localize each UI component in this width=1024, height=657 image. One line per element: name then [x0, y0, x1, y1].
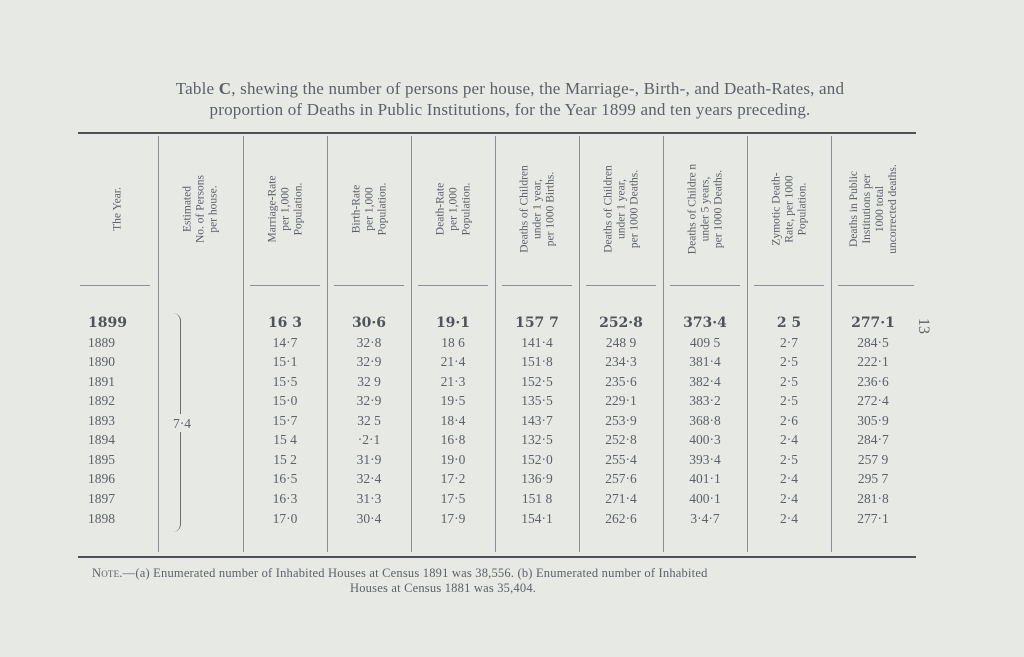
- table-cell-death: 17·5: [440, 491, 466, 506]
- table-cell-institutions: 277·1: [851, 315, 895, 331]
- caption-prefix: Table: [175, 79, 219, 98]
- column-header-year: The Year.: [111, 187, 124, 231]
- table-cell-under5: 3·4·7: [690, 511, 720, 526]
- table-cell-zymotic: 2·6: [780, 413, 798, 428]
- header-rule: [754, 285, 824, 286]
- table-cell-under5: 382·4: [689, 374, 721, 389]
- table-cell-inf-deaths: 257·6: [605, 471, 637, 486]
- table-cell-year: 1896: [88, 471, 115, 486]
- table-cell-inf-births: 152·5: [521, 374, 553, 389]
- table-cell-marriage: 15·7: [272, 413, 298, 428]
- table-cell-under5: 400·3: [689, 432, 721, 447]
- table-cell-death: 18 6: [441, 335, 465, 350]
- table-cell-institutions: 222·1: [857, 354, 889, 369]
- table-cell-birth: 32·9: [356, 354, 382, 369]
- table-cell-inf-births: 141·4: [521, 335, 553, 350]
- table-cell-marriage: 15·5: [272, 374, 298, 389]
- header-rule: [670, 285, 740, 286]
- table-cell-inf-births: 143·7: [521, 413, 553, 428]
- footnote: [92, 566, 952, 596]
- caption-table-letter: C: [218, 79, 232, 98]
- table-cell-inf-births: 136·9: [521, 471, 553, 486]
- table-cell-inf-deaths: 253·9: [605, 413, 637, 428]
- header-rule: [334, 285, 404, 286]
- table-cell-marriage: 15·0: [272, 393, 298, 408]
- column-header-institutions: Deaths in Public Institutions per 1000 total uncorrected deaths.: [848, 164, 899, 254]
- table-cell-year: 1898: [88, 511, 115, 526]
- table-cell-marriage: 14·7: [272, 335, 298, 350]
- table-cell-marriage: 15 2: [273, 452, 297, 467]
- table-cell-death: 21·3: [440, 374, 466, 389]
- column-header-under5-per-deaths: Deaths of Childre n under 5 years, per 1000 Deaths.: [686, 163, 725, 255]
- header-rule: [80, 285, 150, 286]
- table-cell-marriage: 15·1: [272, 354, 298, 369]
- footnote-line2: Houses at Census 1881 was 35,404.: [350, 581, 537, 595]
- header-rule: [250, 285, 320, 286]
- table-cell-institutions: 272·4: [857, 393, 889, 408]
- table-cell-inf-deaths: 262·6: [605, 511, 637, 526]
- table-cell-under5: 373·4: [683, 315, 727, 331]
- table-cell-birth: 30·4: [356, 511, 382, 526]
- bottom-rule: [78, 556, 916, 558]
- column-header-infant-per-deaths: Deaths of Children under 1 year, per 1000 Deaths.: [602, 165, 641, 253]
- header-rule: [502, 285, 572, 286]
- footnote-line1: —(a) Enumerated number of Inhabited Houses at Census 1891 was 38,556. (b) Enumerated number of Inhabited: [122, 566, 708, 580]
- table-cell-under5: 383·2: [689, 393, 721, 408]
- table-cell-death: 18·4: [440, 413, 466, 428]
- table-cell-inf-births: 157 7: [515, 315, 559, 331]
- table-caption: [70, 78, 950, 120]
- table-cell-birth: ·2·1: [357, 432, 381, 447]
- caption-line1: , shewing the number of persons per house, the Marriage-, Birth-, and Death-Rates, and: [231, 79, 845, 98]
- table-cell-inf-births: 151·8: [521, 354, 553, 369]
- table-cell-birth: 31·9: [356, 452, 382, 467]
- table-cell-inf-births: 152·0: [521, 452, 553, 467]
- table-cell-zymotic: 2·5: [780, 374, 798, 389]
- table-cell-death: 17·2: [440, 471, 466, 486]
- footnote-label: Note.: [92, 566, 123, 580]
- table-cell-year: 1897: [88, 491, 115, 506]
- table-cell-marriage: 16·3: [272, 491, 298, 506]
- table-cell-birth: 32·4: [356, 471, 382, 486]
- table-cell-death: 19·1: [435, 315, 471, 331]
- table-cell-year: 1892: [88, 393, 115, 408]
- top-rule: [78, 132, 916, 134]
- header-rule: [838, 285, 914, 286]
- table-cell-inf-births: 132·5: [521, 432, 553, 447]
- table-cell-zymotic: 2·5: [780, 452, 798, 467]
- table-cell-institutions: 284·5: [857, 335, 889, 350]
- table-cell-zymotic: 2·4: [780, 511, 798, 526]
- table-cell-inf-deaths: 255·4: [605, 452, 637, 467]
- table-cell-under5: 368·8: [689, 413, 721, 428]
- table-cell-under5: 400·1: [689, 491, 721, 506]
- brace-top: [170, 313, 181, 414]
- caption-line2: proportion of Deaths in Public Institutions, for the Year 1899 and ten years preceding.: [209, 100, 811, 119]
- column-header-zymotic-rate: Zymotic Death- Rate, per 1000 Population.: [770, 172, 809, 246]
- table-cell-zymotic: 2·4: [780, 471, 798, 486]
- table-cell-zymotic: 2 5: [776, 315, 802, 331]
- table-cell-death: 17·9: [440, 511, 466, 526]
- table-cell-year: 1893: [88, 413, 115, 428]
- table-cell-institutions: 284·7: [857, 432, 889, 447]
- table-cell-marriage: 17·0: [272, 511, 298, 526]
- table-cell-death: 19·0: [440, 452, 466, 467]
- table-cell-inf-deaths: 234·3: [605, 354, 637, 369]
- table-cell-institutions: 305·9: [857, 413, 889, 428]
- table-cell-death: 21·4: [440, 354, 466, 369]
- table-cell-zymotic: 2·4: [780, 491, 798, 506]
- column-header-marriage-rate: Marriage-Rate per 1,000 Population.: [266, 175, 305, 243]
- table-cell-under5: 381·4: [689, 354, 721, 369]
- table-cell-zymotic: 2·4: [780, 432, 798, 447]
- table-cell-birth: 32·9: [356, 393, 382, 408]
- table-cell-marriage: 15 4: [273, 432, 297, 447]
- table-cell-under5: 401·1: [689, 471, 721, 486]
- header-rule: [586, 285, 656, 286]
- column-header-infant-per-births: Deaths of Children under 1 year, per 1000 Births.: [518, 165, 557, 253]
- table-cell-birth: 32·8: [356, 335, 382, 350]
- table-cell-year: 1895: [88, 452, 115, 467]
- table-cell-birth: 32 5: [357, 413, 381, 428]
- table-cell-year: 1894: [88, 432, 115, 447]
- table-cell-zymotic: 2·5: [780, 354, 798, 369]
- table-cell-year: 1891: [88, 374, 115, 389]
- table-cell-inf-deaths: 235·6: [605, 374, 637, 389]
- header-rule: [418, 285, 488, 286]
- table-cell-zymotic: 2·5: [780, 393, 798, 408]
- table-cell-institutions: 236·6: [857, 374, 889, 389]
- table-cell-birth: 31·3: [356, 491, 382, 506]
- page-number: 13: [915, 318, 932, 334]
- table-cell-inf-deaths: 252·8: [605, 432, 637, 447]
- table-cell-marriage: 16·5: [272, 471, 298, 486]
- column-header-birth-rate: Birth-Rate per 1,000 Population.: [350, 182, 389, 236]
- persons-per-house-value: 7·4: [173, 416, 191, 431]
- table-cell-birth: 32 9: [357, 374, 381, 389]
- table-cell-year: 1899: [88, 315, 127, 331]
- table-cell-marriage: 16 3: [267, 315, 303, 331]
- table-cell-inf-deaths: 248 9: [605, 335, 637, 350]
- table-cell-inf-births: 154·1: [521, 511, 553, 526]
- table-cell-year: 1890: [88, 354, 115, 369]
- table-cell-institutions: 295 7: [857, 471, 889, 486]
- table-cell-institutions: 277·1: [857, 511, 889, 526]
- table-cell-under5: 409 5: [689, 335, 721, 350]
- brace-bottom: [170, 432, 181, 532]
- table-cell-institutions: 257 9: [857, 452, 889, 467]
- table-cell-inf-deaths: 229·1: [605, 393, 637, 408]
- table-cell-death: 16·8: [440, 432, 466, 447]
- table-cell-zymotic: 2·7: [780, 335, 798, 350]
- table-cell-birth: 30·6: [351, 315, 387, 331]
- table-cell-under5: 393·4: [689, 452, 721, 467]
- column-header-persons: Estimated No. of Persons per house.: [181, 174, 220, 244]
- table-cell-inf-births: 151 8: [521, 491, 553, 506]
- table-cell-inf-deaths: 271·4: [605, 491, 637, 506]
- table-cell-institutions: 281·8: [857, 491, 889, 506]
- table-cell-year: 1889: [88, 335, 115, 350]
- table-cell-death: 19·5: [440, 393, 466, 408]
- column-header-death-rate: Death-Rate per 1,000 Population.: [434, 182, 473, 236]
- table-cell-inf-deaths: 252·8: [599, 315, 643, 331]
- table-cell-inf-births: 135·5: [521, 393, 553, 408]
